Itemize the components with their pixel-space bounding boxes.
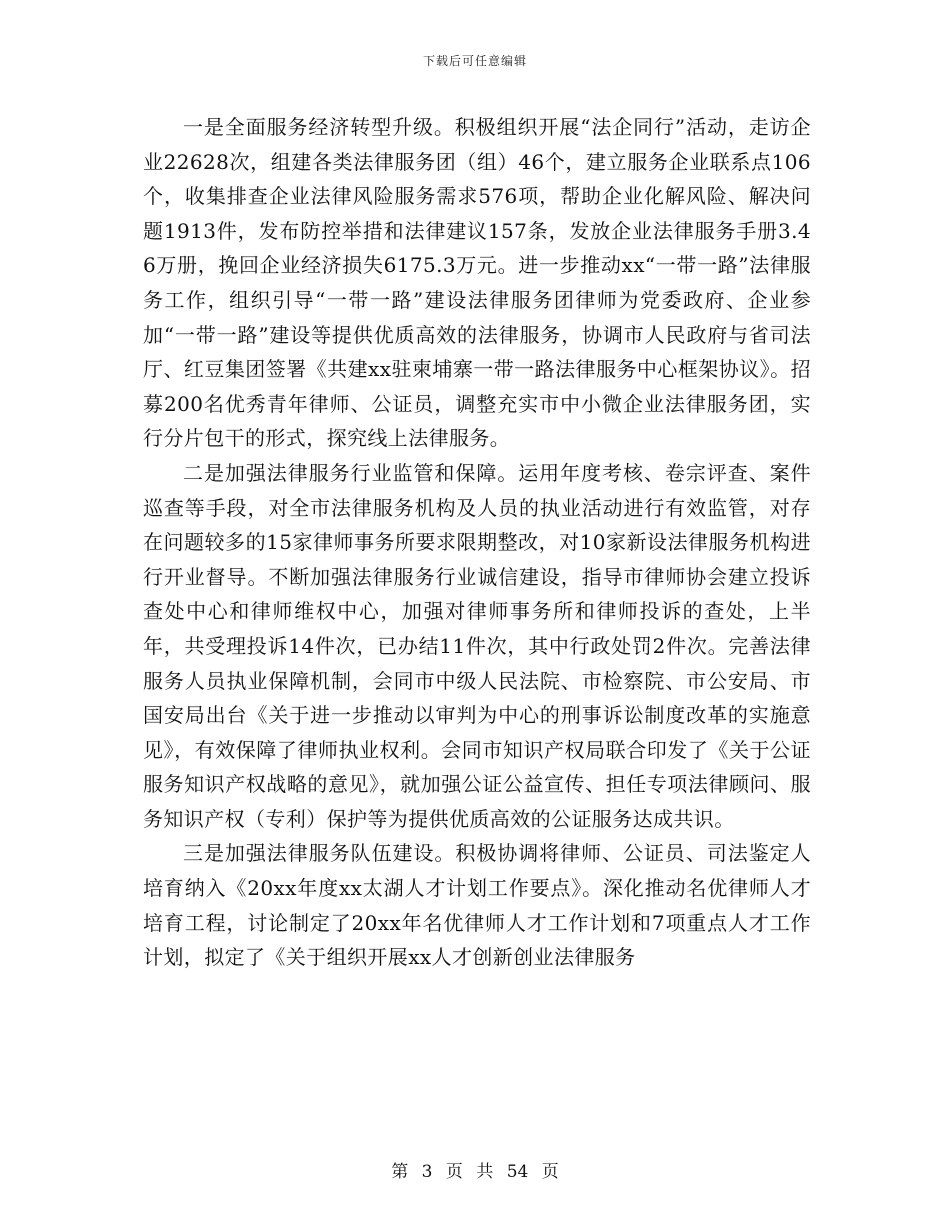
paragraph-team-building: 三是加强法律服务队伍建设。积极协调将律师、公证员、司法鉴定人培育纳入《20xx年度xx太湖人才计划工作要点》。深化推动名优律师人才培育工程，讨论制定了20xx年名优律师人才工作计划和7项重点人才工作计划，拟定了《关于组织开展xx人才创新创业法律服务 bbox=[143, 841, 811, 970]
page-header: 下载后可任意编辑 bbox=[422, 54, 527, 68]
document-body bbox=[143, 110, 811, 975]
paragraph-economic-service: 一是全面服务经济转型升级。积极组织开展“法企同行”活动，走访企业22628次，组建各类法律服务团（组）46个，建立服务企业联系点106个，收集排查企业法律风险服务需求576项，帮助企业化解风险、解决问题1913件，发布防控举措和法律建议157条，发放企业法律服务手册3.46万册，挽回企业经济损失6175.3万元。进一步推动xx“一带一路”法律服务工作，组织引导“一带一路”建设法律服务团律师为党委政府、企业参加“一带一路”建设等提供优质高效的法律服务，协调市人民政府与省司法厅、红豆集团签署《共建xx驻柬埔寨一带一路法律服务中心框架协议》。招募200名优秀青年律师、公证员，调整充实市中小微企业法律服务团，实行分片包干的形式，探究线上法律服务。 bbox=[143, 115, 811, 451]
paragraph-industry-supervision: 二是加强法律服务行业监管和保障。运用年度考核、卷宗评查、案件巡查等手段，对全市法律服务机构及人员的执业活动进行有效监管，对存在问题较多的15家律师事务所要求限期整改，对10家新设法律服务机构进行开业督导。不断加强法律服务行业诚信建设，指导市律师协会建立投诉查处中心和律师维权中心，加强对律师事务所和律师投诉的查处，上半年，共受理投诉14件次，已办结11件次，其中行政处罚2件次。完善法律服务人员执业保障机制，会同市中级人民法院、市检察院、市公安局、市国安局出台《关于进一步推动以审判为中心的刑事诉讼制度改革的实施意见》，有效保障了律师执业权利。会同市知识产权局联合印发了《关于公证服务知识产权战略的意见》，就加强公证公益宣传、担任专项法律顾问、服务知识产权（专利）保护等为提供优质高效的公证服务达成共识。 bbox=[143, 460, 811, 831]
page-number-footer: 第 3 页 共 54 页 bbox=[391, 1162, 559, 1182]
